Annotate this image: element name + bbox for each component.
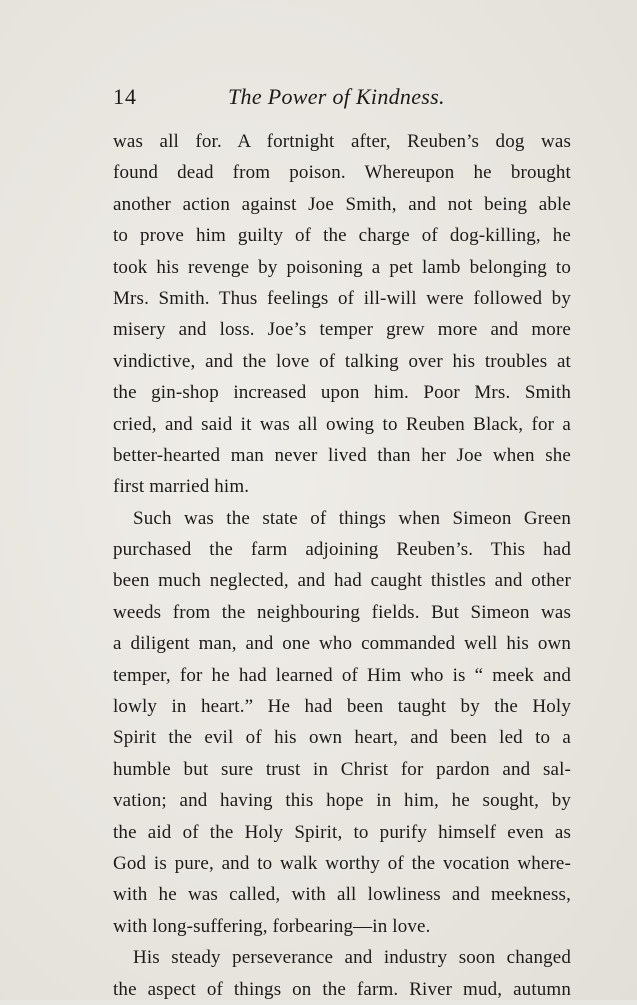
running-title: The Power of Kindness. xyxy=(228,84,445,109)
text-line: the gin-shop increased upon him. Poor Mrs. Smith xyxy=(113,382,571,404)
text-line: purchased the farm adjoining Reuben’s. This had xyxy=(113,539,571,561)
text-line: first married him. xyxy=(113,476,250,498)
text-line: humble but sure trust in Christ for pardon and sal- xyxy=(113,758,571,780)
text-line: found dead from poison. Whereupon he brought xyxy=(113,162,571,184)
page-number: 14 xyxy=(113,84,137,109)
text-line: a diligent man, and one who commanded well his own xyxy=(113,633,571,655)
text-line: His steady perseverance and industry soon changed xyxy=(133,947,571,969)
text-line: better-hearted man never lived than her Joe when she xyxy=(113,444,571,466)
text-line: to prove him guilty of the charge of dog-killing, he xyxy=(113,225,571,247)
text-line: lowly in heart.” He had been taught by the Holy xyxy=(113,696,571,718)
text-line: the aid of the Holy Spirit, to purify himself even as xyxy=(113,821,571,843)
text-line: God is pure, and to walk worthy of the vocation where- xyxy=(113,852,571,874)
text-line: weeds from the neighbouring fields. But Simeon was xyxy=(113,601,571,623)
text-line: misery and loss. Joe’s temper grew more and more xyxy=(113,319,571,341)
text-line: vindictive, and the love of talking over his troubles at xyxy=(113,350,571,372)
text-line: cried, and said it was all owing to Reuben Black, for a xyxy=(113,413,571,435)
text-line: with long-suffering, forbearing—in love. xyxy=(113,915,431,937)
paragraph xyxy=(113,503,571,942)
text-line: was all for. A fortnight after, Reuben’s dog was xyxy=(113,131,571,152)
text-line: the aspect of things on the farm. River mud, autumn xyxy=(113,978,571,1000)
text-line: Such was the state of things when Simeon Green xyxy=(133,507,571,529)
text-line: Mrs. Smith. Thus feelings of ill-will were followed by xyxy=(113,287,571,309)
paragraph xyxy=(113,942,571,1005)
paragraph xyxy=(113,126,571,503)
text-line: been much neglected, and had caught thistles and other xyxy=(113,570,571,592)
body-text xyxy=(113,126,571,1005)
text-line: vation; and having this hope in him, he sought, by xyxy=(113,790,571,812)
text-line: took his revenge by poisoning a pet lamb belonging to xyxy=(113,256,571,278)
text-line: another action against Joe Smith, and not being able xyxy=(113,193,571,215)
text-line: temper, for he had learned of Him who is “ meek and xyxy=(113,664,571,686)
text-line: Spirit the evil of his own heart, and been led to a xyxy=(113,727,571,749)
text-line: with he was called, with all lowliness and meekness, xyxy=(113,884,571,906)
page-header xyxy=(113,84,573,116)
